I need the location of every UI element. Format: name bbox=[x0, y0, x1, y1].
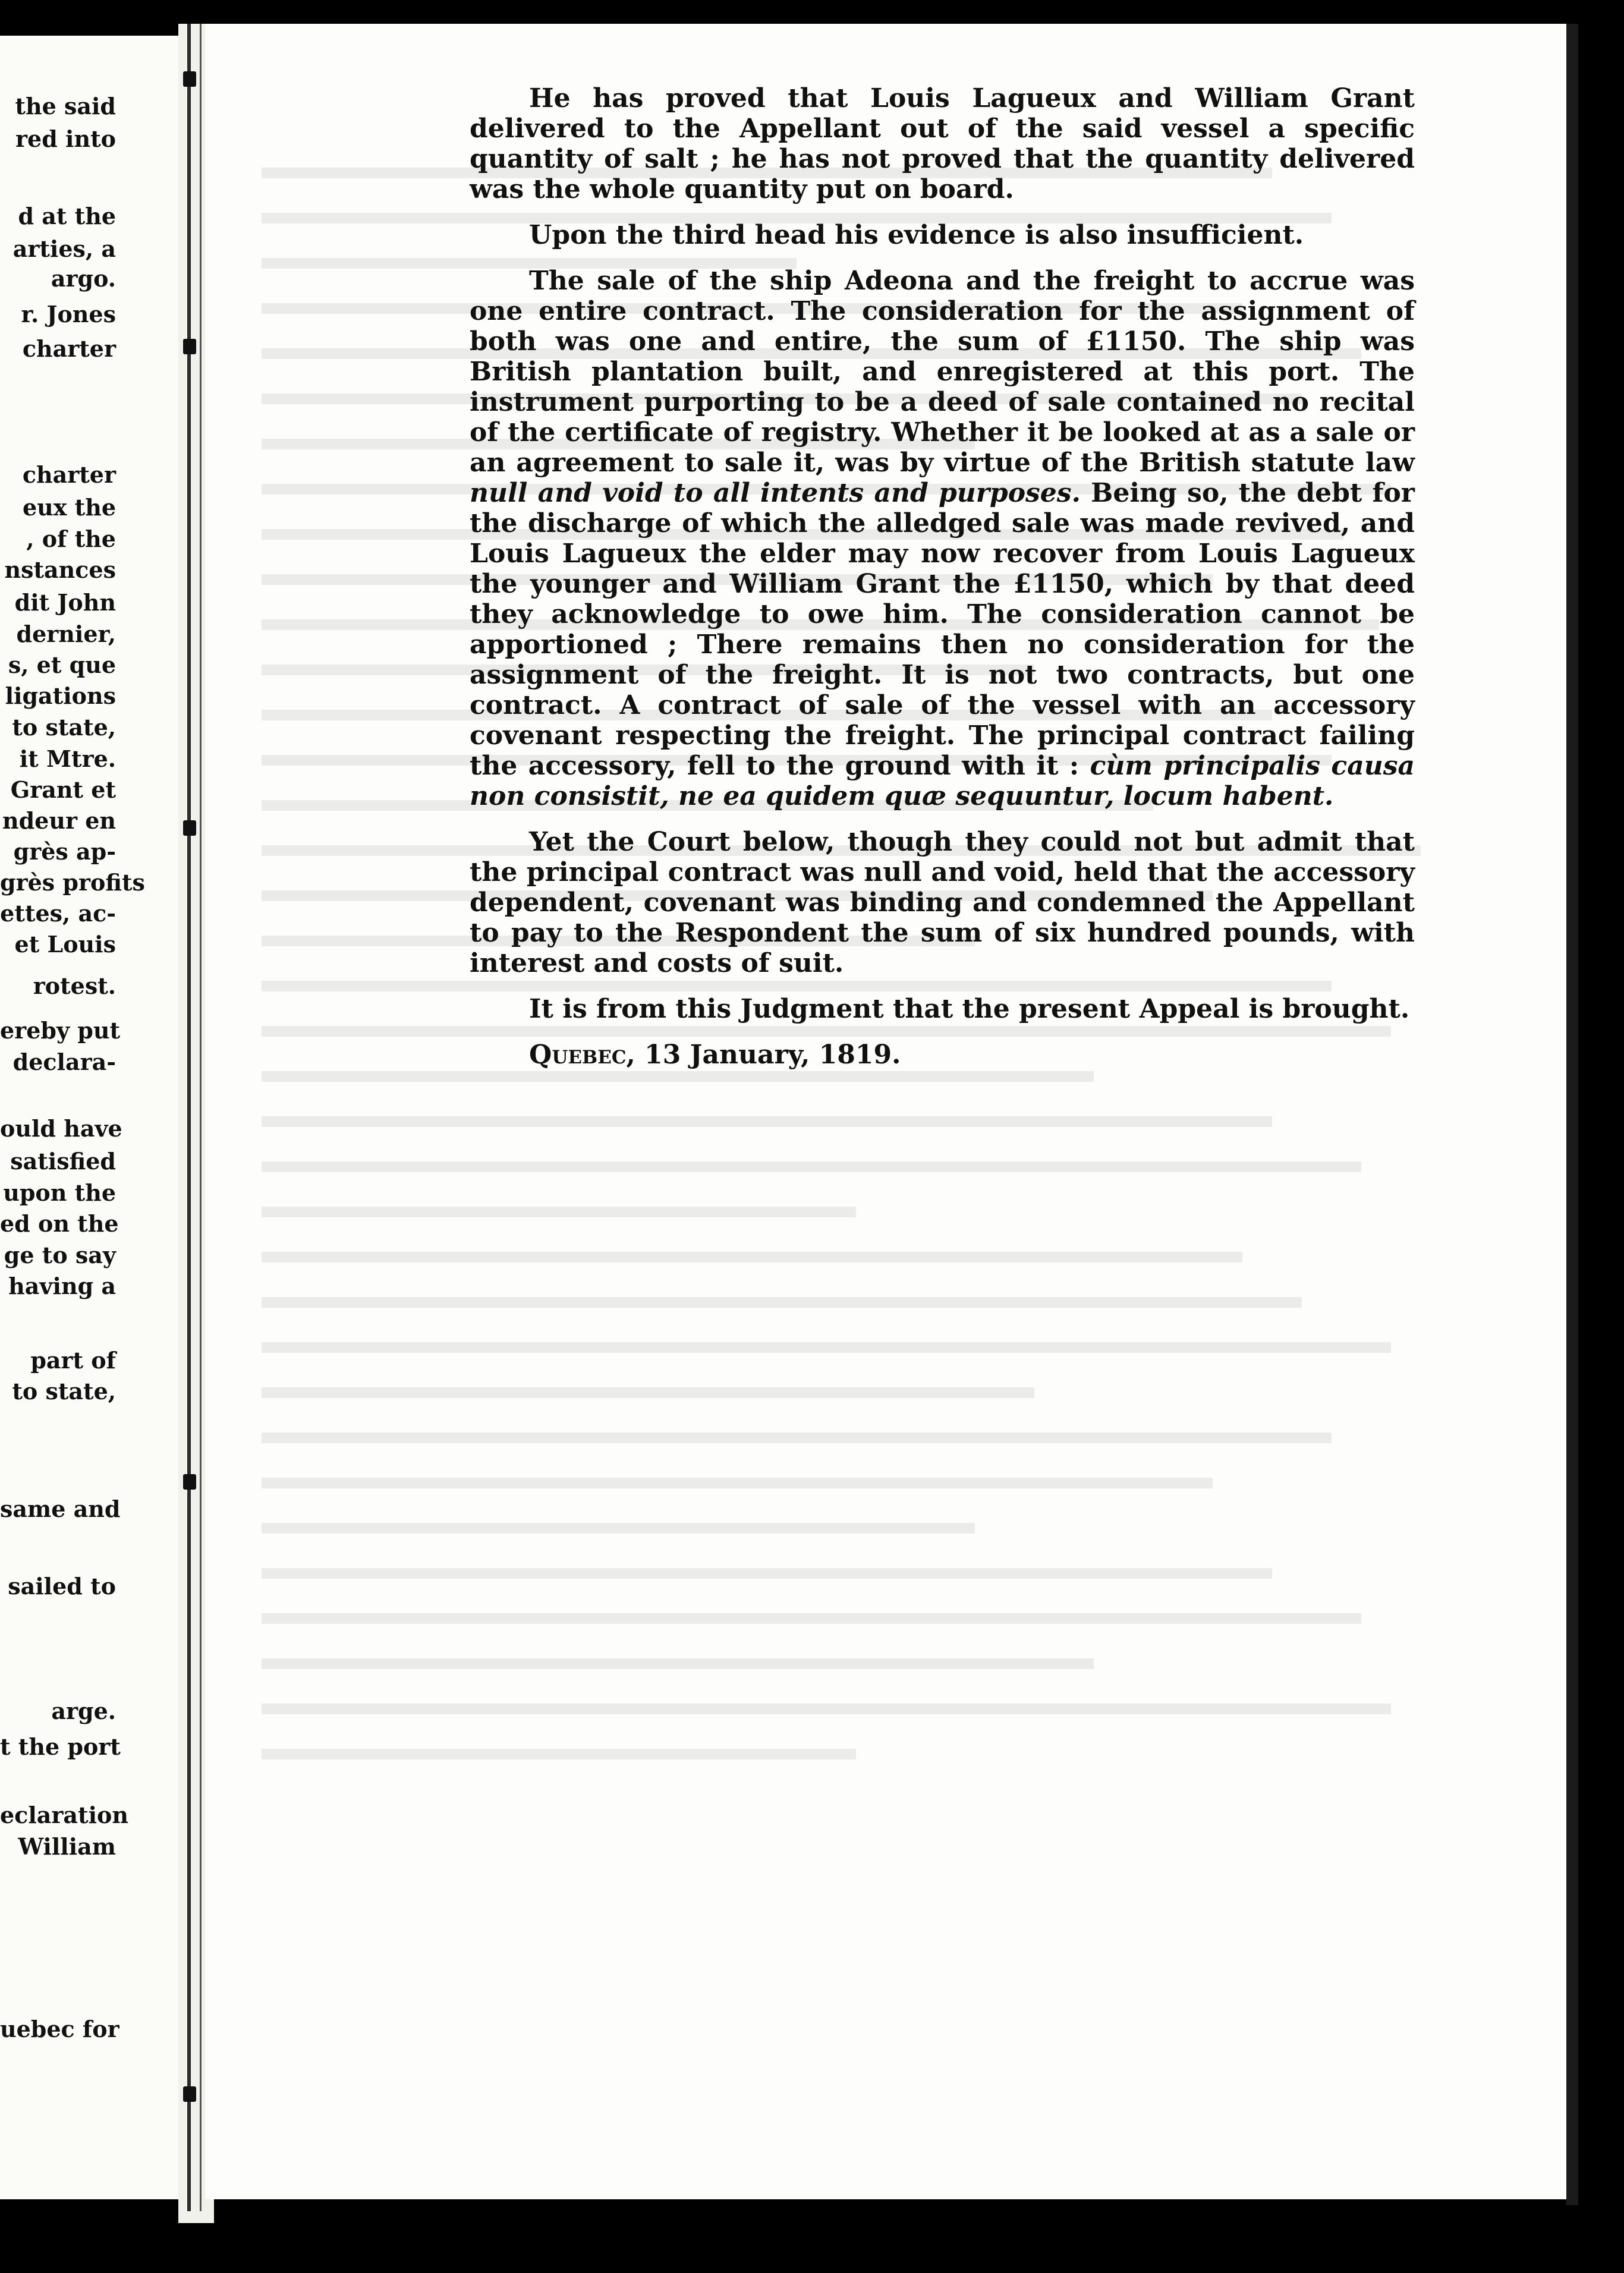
left-page-line: ould have bbox=[0, 1115, 122, 1142]
main-text-column bbox=[470, 83, 1415, 1085]
left-page-line: , of the bbox=[26, 525, 116, 552]
left-page-line: sailed to bbox=[8, 1573, 116, 1600]
left-page-line: Grant et bbox=[10, 776, 116, 803]
left-page-line: dit John bbox=[14, 589, 116, 616]
left-page-line: arties, a bbox=[12, 235, 116, 262]
left-page-line: having a bbox=[8, 1273, 116, 1299]
left-page-line: ettes, ac- bbox=[0, 900, 116, 927]
left-page-line: d at the bbox=[18, 203, 116, 229]
left-page-line: ndeur en bbox=[2, 807, 116, 834]
left-page-line: same and bbox=[0, 1496, 121, 1522]
left-page-line: part of bbox=[30, 1347, 116, 1374]
binding-mark bbox=[183, 2086, 196, 2102]
left-page-line: red into bbox=[15, 125, 116, 152]
italic-phrase: null and void to all intents and purposes. bbox=[470, 478, 1081, 508]
left-page-line: nstances bbox=[4, 556, 116, 583]
left-page-line: the said bbox=[15, 93, 116, 119]
left-page-line: charter bbox=[22, 335, 116, 362]
left-page-line: et Louis bbox=[14, 931, 116, 958]
left-page-line: s, et que bbox=[8, 651, 116, 678]
left-page-line: arge. bbox=[51, 1698, 116, 1724]
paragraph-evidence-proved: He has proved that Louis Lagueux and William Grant delivered to the Appellant out of the said vessel a specific quantity of salt ; he has not proved that the quantity delivered was the whole quantity put on board. bbox=[470, 83, 1415, 204]
dateline bbox=[470, 1040, 1415, 1070]
left-page-line: grès ap- bbox=[13, 838, 116, 865]
left-page-line: ereby put bbox=[0, 1017, 121, 1044]
left-page-line: argo. bbox=[51, 265, 116, 292]
left-page-line: declara- bbox=[12, 1049, 116, 1075]
paragraph-third-head: Upon the third head his evidence is also insufficient. bbox=[529, 220, 1304, 250]
binding-mark bbox=[183, 339, 196, 354]
left-page-line: rotest. bbox=[33, 972, 116, 999]
left-page-line: eux the bbox=[22, 494, 116, 521]
date: 13 January, 1819. bbox=[635, 1040, 901, 1070]
paragraph-court-below: Yet the Court below, though they could not but admit that the principal contract was null and void, held that the accessory dependent, covenant was binding and condemned the Appellant to pay to the Respondent the sum of six hundred pounds, with interest and costs of suit. bbox=[470, 827, 1415, 978]
left-page-line: dernier, bbox=[16, 621, 116, 647]
left-page-line: upon the bbox=[3, 1179, 116, 1206]
latin-maxim: cùm principalis causa non consistit, ne ea quidem quæ sequuntur, locum habent. bbox=[470, 751, 1415, 811]
place: Quebec, bbox=[529, 1040, 635, 1070]
left-page-line: eclaration bbox=[0, 1802, 128, 1828]
left-page-line: ed on the bbox=[0, 1210, 119, 1237]
left-page-line: grès profits bbox=[0, 869, 145, 896]
left-page-line: it Mtre. bbox=[19, 745, 116, 772]
text-run: The sale of the ship Adeona and the freight to accrue was one entire contract. The consideration for the assignment of both was one and entire, the sum of £1150. The ship was British plantation built, and enregistered at this port. The instrument purporting to be a deed of sale contained no recital of the certificate of registry. Whether it be looked at as a sale or an agreement to sale it, was by virtue of the British statute law bbox=[470, 266, 1415, 478]
text-run: Being so, the debt for the discharge of which the alledged sale was made revived, and Louis Lagueux the elder may now recover from Louis Lagueux the younger and William Grant the £1150, which by that deed they acknowledge to owe him. The consideration cannot be apportioned ; There remains then no consideration for the assignment of the freight. It is not two contracts, but one contract. A contract of sale of the vessel with an accessory covenant respecting the freight. The principal contract failing the accessory, fell to the ground with it : bbox=[470, 478, 1415, 781]
left-page-line: to state, bbox=[12, 714, 116, 741]
left-page-line: satisfied bbox=[10, 1148, 116, 1175]
left-page-line: ge to say bbox=[4, 1242, 116, 1268]
page-edge-shadow bbox=[1566, 24, 1578, 2205]
left-page-line: ligations bbox=[5, 682, 116, 709]
left-page-line: charter bbox=[22, 461, 116, 488]
binding-mark bbox=[183, 71, 196, 87]
left-page-line: William bbox=[18, 1833, 116, 1860]
paragraph-appeal-brought: It is from this Judgment that the present Appeal is brought. bbox=[529, 994, 1410, 1024]
paragraph-sale-of-ship bbox=[470, 266, 1415, 811]
binding-mark bbox=[183, 820, 196, 836]
left-page-line: r. Jones bbox=[21, 301, 116, 328]
binding-mark bbox=[183, 1474, 196, 1490]
spine-edge-inner bbox=[200, 24, 202, 2211]
left-page-line: to state, bbox=[12, 1378, 116, 1405]
left-page-line: t the port bbox=[0, 1733, 121, 1760]
left-page-line: uebec for bbox=[0, 2016, 119, 2042]
